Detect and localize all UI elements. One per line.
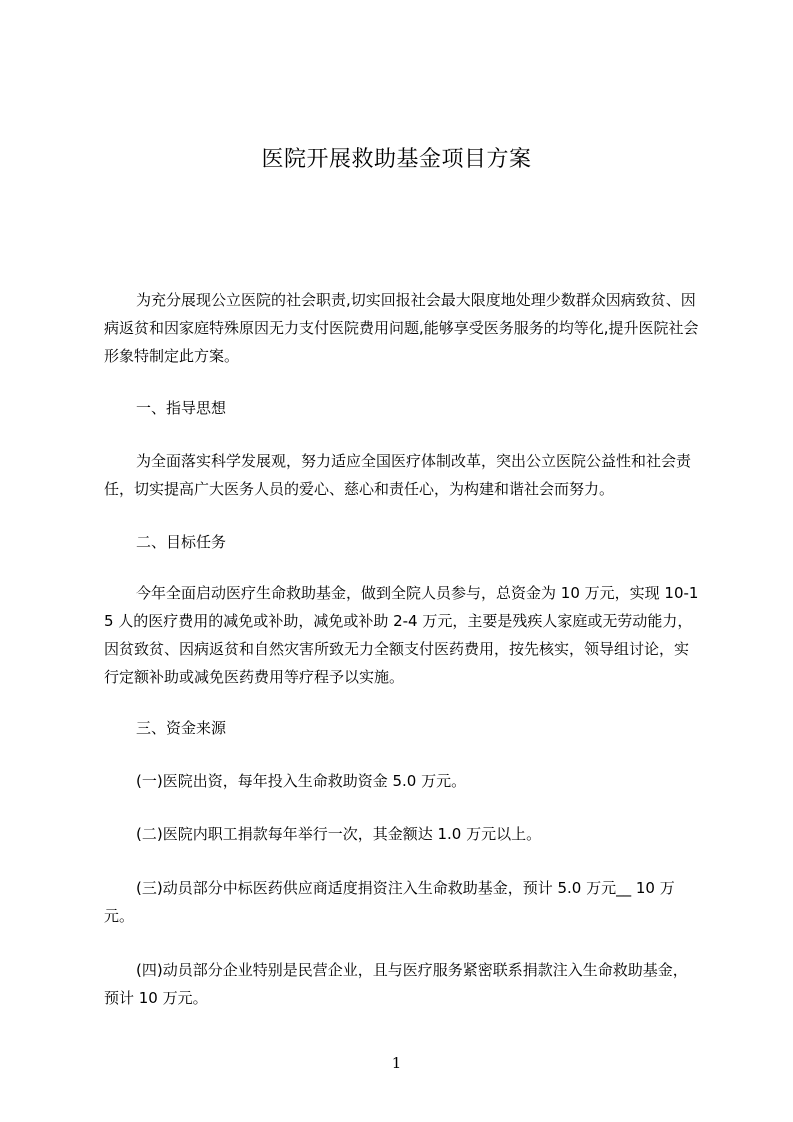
section-heading-goals: 二、目标任务 [136, 533, 227, 551]
funding-item: (三)动员部分中标医药供应商适度捐资注入生命救助基金，预计 5.0 万元__ 10 万元。 [104, 879, 675, 925]
section-body-goals: 今年全面启动医疗生命救助基金，做到全院人员参与，总资金为 10 万元，实现 10-15 人的医疗费用的减免或补助，减免或补助 2-4 万元，主要是残疾人家庭或无劳动能力，因贫致贫、因病返贫和自然灾害所致无力全额支付医药费用，按先核实，领导组讨论，实行定额补助或减免医药费用等疗程予以实施。 [104, 584, 699, 686]
funding-item: (二)医院内职工捐款每年举行一次，其金额达 1.0 万元以上。 [136, 825, 542, 843]
funding-item: (一)医院出资，每年投入生命救助资金 5.0 万元。 [136, 772, 467, 790]
page-number: 1 [391, 1054, 402, 1072]
section-body-guiding-ideology: 为全面落实科学发展观，努力适应全国医疗体制改革，突出公立医院公益性和社会责任，切实提高广大医务人员的爱心、慈心和责任心，为构建和谐社会而努力。 [104, 452, 692, 498]
section-heading-guiding-ideology: 一、指导思想 [136, 399, 227, 417]
intro-paragraph: 为充分展现公立医院的社会职责,切实回报社会最大限度地处理少数群众因病致贫、因病返贫和因家庭特殊原因无力支付医院费用问题,能够享受医务服务的均等化,提升医院社会形象特制定此方案。 [104, 291, 699, 365]
document-title: 医院开展救助基金项目方案 [261, 147, 532, 172]
section-heading-funding-sources: 三、资金来源 [136, 719, 227, 737]
funding-item: (四)动员部分企业特别是民营企业，且与医疗服务紧密联系捐款注入生命救助基金，预计 10 万元。 [104, 961, 688, 1007]
